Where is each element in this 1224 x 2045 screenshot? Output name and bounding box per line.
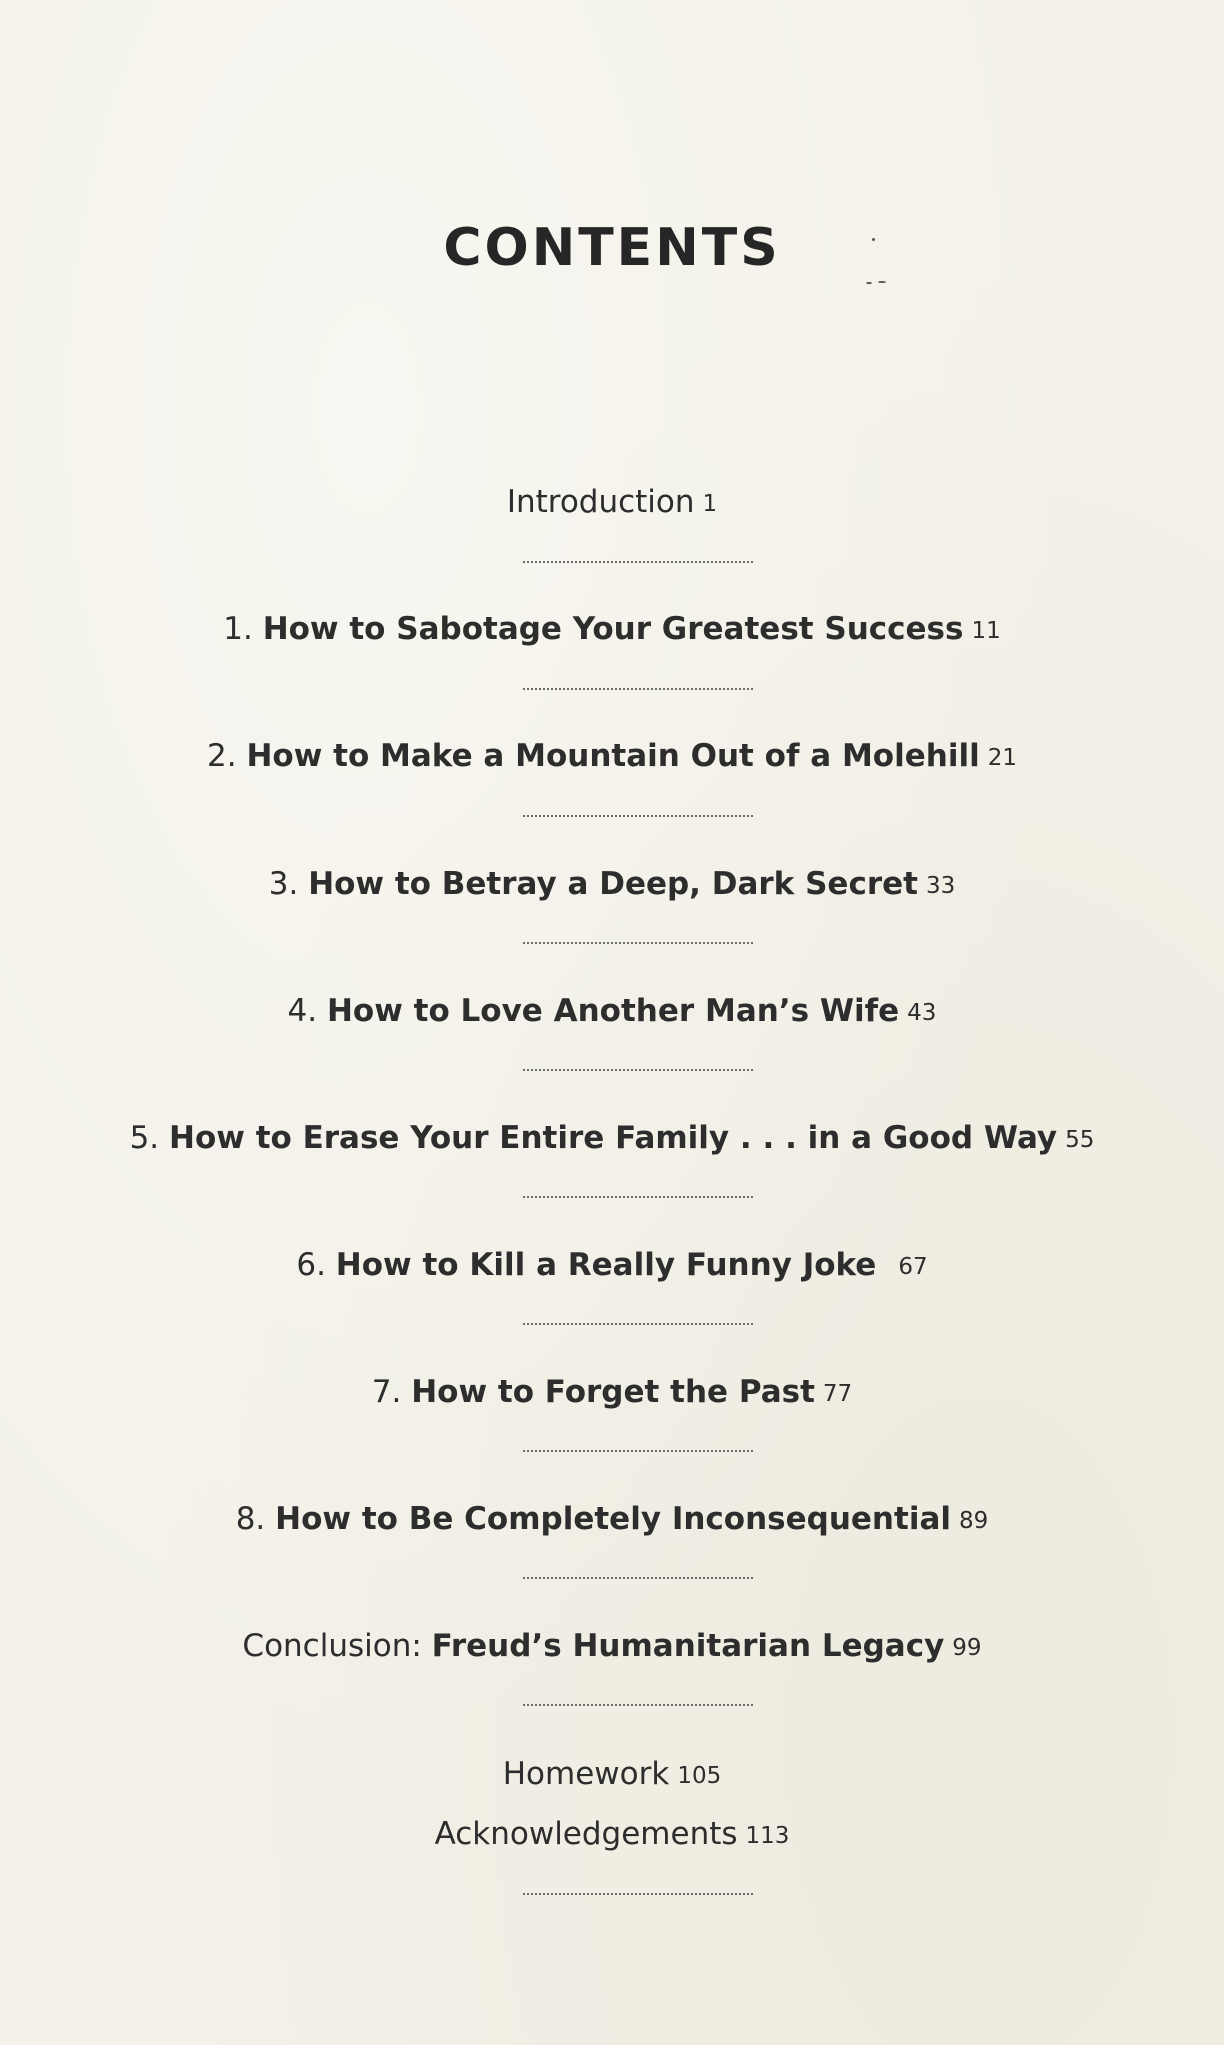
page-number: 33 [925,873,956,899]
chapter-title: How to Kill a Really Funny Joke [335,1247,877,1283]
toc-entry-chapter-5 [0,1118,1224,1160]
ink-speck [878,281,886,283]
page-title: CONTENTS [443,218,781,278]
toc-entry-chapter-2 [0,736,1224,778]
chapter-title: How to Love Another Man’s Wife [326,993,900,1029]
dotted-divider [523,1323,753,1325]
chapter-number: 2. [207,738,237,774]
chapter-title: Freud’s Humanitarian Legacy [431,1628,945,1664]
toc-entry-chapter-7 [0,1372,1224,1414]
page-number: 43 [907,1000,937,1026]
toc-entry-chapter-1 [0,609,1224,651]
page-number: 1 [702,491,718,517]
toc-entry-conclusion [0,1626,1224,1668]
entry-label: Homework [502,1756,670,1792]
page-number: 11 [971,618,1001,644]
toc-entry-chapter-8 [0,1499,1224,1541]
ink-speck [866,282,872,284]
dotted-divider [523,561,753,563]
chapter-title: How to Be Completely Inconsequential [275,1501,951,1537]
ink-speck [872,238,875,241]
dotted-divider [523,1450,753,1452]
dotted-divider [523,942,753,944]
chapter-number: 4. [287,993,318,1029]
dotted-divider [523,1577,753,1579]
chapter-number: 6. [296,1247,326,1283]
entry-label: Conclusion: [242,1628,422,1664]
chapter-number: 3. [268,866,299,902]
page-number: 113 [745,1823,790,1849]
entry-label: Introduction [506,484,695,520]
dotted-divider [523,815,753,817]
toc-entry-chapter-3 [0,864,1224,906]
page-number: 99 [952,1635,982,1661]
chapter-title: How to Sabotage Your Greatest Success [262,611,964,647]
dotted-divider [523,1069,753,1071]
dotted-divider [523,1704,753,1706]
page-number: 89 [959,1508,989,1534]
toc-entry-introduction [0,482,1224,524]
chapter-title: How to Make a Mountain Out of a Molehill [246,738,980,774]
chapter-number: 8. [235,1501,266,1537]
chapter-title: How to Betray a Deep, Dark Secret [308,866,918,902]
page-number: 105 [677,1763,722,1789]
dotted-divider [523,1893,753,1895]
chapter-number: 1. [223,611,253,647]
page-number: 21 [987,745,1017,771]
toc-entry-chapter-4 [0,991,1224,1033]
page-number: 77 [822,1381,853,1407]
dotted-divider [523,688,753,690]
page-number: 55 [1065,1127,1095,1153]
toc-entry-chapter-6 [0,1245,1224,1287]
chapter-title: How to Forget the Past [411,1374,815,1410]
chapter-number: 7. [371,1374,402,1410]
chapter-number: 5. [129,1120,160,1156]
entry-label: Acknowledgements [434,1816,738,1852]
chapter-title: How to Erase Your Entire Family . . . in a Good Way [169,1120,1058,1156]
dotted-divider [523,1196,753,1198]
toc-entry-homework [0,1754,1224,1796]
page-number: 67 [898,1254,928,1280]
toc-entry-acknowledgements [0,1814,1224,1856]
